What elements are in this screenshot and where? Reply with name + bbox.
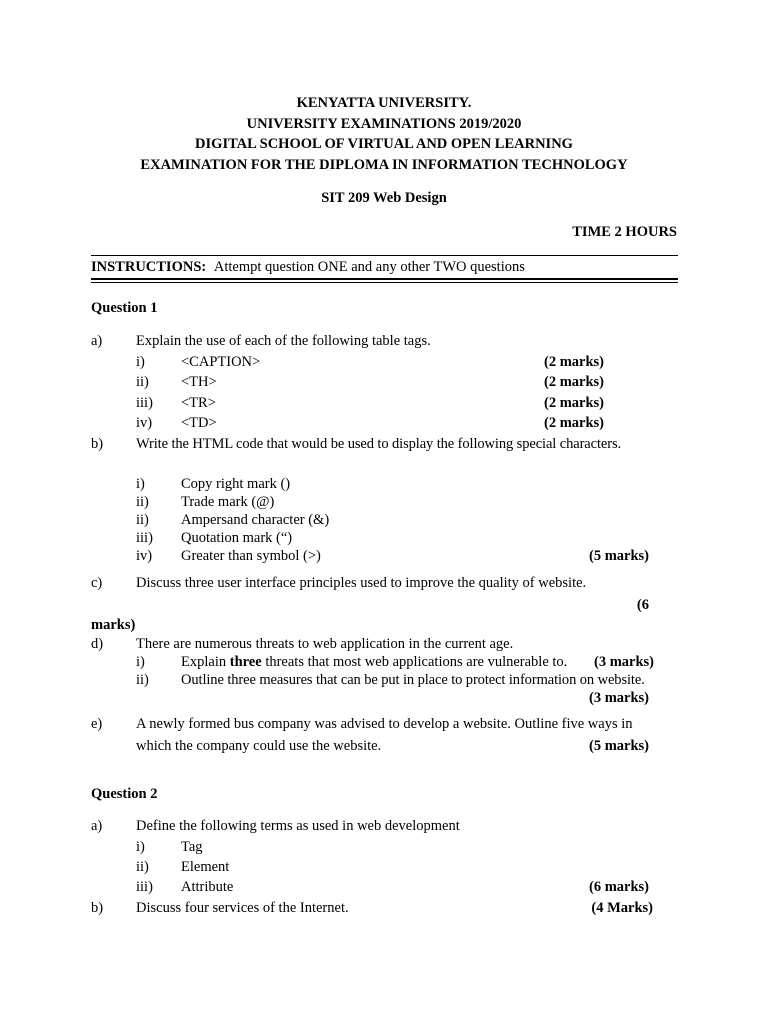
list-number: i)	[136, 839, 145, 855]
list-item: Element	[181, 859, 230, 875]
list-number: iii)	[136, 395, 153, 411]
q1d-text: There are numerous threats to web application in the current age.	[136, 636, 514, 652]
q1a-label: a)	[91, 333, 103, 349]
course-title: SIT 209 Web Design	[321, 190, 447, 206]
question-1-title: Question 1	[91, 300, 158, 316]
list-item: <CAPTION>	[181, 354, 261, 370]
marks-close: marks)	[91, 617, 136, 633]
instructions-text: Attempt question ONE and any other TWO questions	[213, 259, 525, 275]
list-item: <TH>	[181, 374, 217, 390]
list-number: iv)	[136, 548, 153, 564]
marks: (2 marks)	[543, 374, 604, 390]
list-number: iv)	[136, 415, 153, 431]
list-item: Greater than symbol (>)	[181, 548, 321, 564]
top-rule	[91, 255, 678, 256]
list-number: ii)	[136, 494, 149, 510]
marks-open: (6	[636, 597, 649, 613]
exam-session: UNIVERSITY EXAMINATIONS 2019/2020	[246, 116, 522, 132]
exam-title: EXAMINATION FOR THE DIPLOMA IN INFORMATION TECHNOLOGY	[140, 157, 628, 173]
list-number: iii)	[136, 530, 153, 546]
q1b-label: b)	[91, 436, 104, 452]
q1d-label: d)	[91, 636, 104, 652]
list-item: Tag	[181, 839, 203, 855]
list-item: <TR>	[181, 395, 216, 411]
list-item: Copy right mark ()	[181, 476, 291, 492]
marks: (5 marks)	[588, 738, 649, 754]
list-number: ii)	[136, 512, 149, 528]
marks: (5 marks)	[588, 548, 649, 564]
list-item: Attribute	[181, 879, 234, 895]
emphasis-text: three	[229, 654, 262, 670]
q1b-text: Write the HTML code that would be used to display the following special characters.	[136, 436, 622, 452]
marks: (4 Marks)	[591, 900, 653, 916]
bottom-rule-thick	[91, 278, 678, 280]
list-number: i)	[136, 654, 145, 670]
school-name: DIGITAL SCHOOL OF VIRTUAL AND OPEN LEARNING	[195, 136, 573, 152]
marks: (3 marks)	[593, 654, 654, 670]
q1c-text: Discuss three user interface principles used to improve the quality of website.	[136, 575, 587, 591]
q2a-text: Define the following terms as used in web development	[136, 818, 460, 834]
bottom-rule-thin	[91, 282, 678, 283]
q1a-text: Explain the use of each of the following table tags.	[136, 333, 431, 349]
q2a-label: a)	[91, 818, 103, 834]
list-item: Trade mark (@)	[181, 494, 275, 510]
q1e-label: e)	[91, 716, 103, 732]
list-item: Outline three measures that can be put in place to protect information on website.	[181, 672, 645, 688]
list-item: Quotation mark (“)	[181, 530, 293, 546]
marks: (6 marks)	[588, 879, 649, 895]
question-2-title: Question 2	[91, 786, 158, 802]
q1c-label: c)	[91, 575, 103, 591]
text-segment: threats that most web applications are vulnerable to.	[261, 654, 568, 670]
q2b-label: b)	[91, 900, 104, 916]
marks: (2 marks)	[543, 395, 604, 411]
q1e-text-line2: which the company could use the website.	[136, 738, 382, 754]
list-number: iii)	[136, 879, 153, 895]
list-number: i)	[136, 476, 145, 492]
q2b-text: Discuss four services of the Internet.	[136, 900, 349, 916]
exam-duration: TIME 2 HOURS	[572, 224, 677, 240]
list-number: ii)	[136, 374, 149, 390]
instructions	[91, 259, 525, 276]
list-number: i)	[136, 354, 145, 370]
list-item: Ampersand character (&)	[181, 512, 330, 528]
university-name: KENYATTA UNIVERSITY.	[296, 95, 472, 111]
list-number: ii)	[136, 672, 149, 688]
text-segment: Explain	[181, 654, 230, 670]
list-item	[181, 654, 567, 671]
marks: (2 marks)	[543, 415, 604, 431]
instructions-label: INSTRUCTIONS:	[91, 259, 207, 275]
list-item: <TD>	[181, 415, 217, 431]
marks: (3 marks)	[588, 690, 649, 706]
q1e-text-line1: A newly formed bus company was advised to develop a website. Outline five ways in	[136, 716, 633, 732]
list-number: ii)	[136, 859, 149, 875]
marks: (2 marks)	[543, 354, 604, 370]
